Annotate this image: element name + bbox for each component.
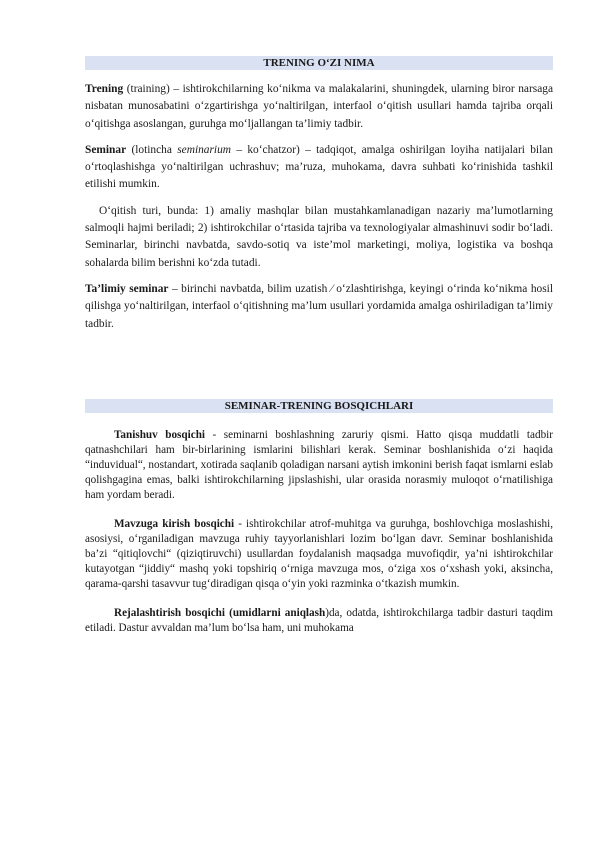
- paragraph-training-definition: [85, 81, 553, 133]
- paragraph-planning-stage: [85, 606, 553, 636]
- paragraph-text: - ishtirokchilar atrof-muhitga va guruhga, boshlovchiga moslashishi, asosiysi, o‘rganiladigan mavzuga ruhiy tayyorlanishlari lozim bo‘lgan davr. Seminar boshlanishida ba’zi “qitiqlovchi“ (qiziqtiruvchi) usullardan foydalanish maqsadga muvofiqdir, ya’ni ishtirokchilar kutayotgan “jiddiy“ mashq yoki topshiriq o‘rniga mavzuga mos, o‘ziga xos o‘xshash yoki, aksincha, qarama-qarshi tasavvur tug‘diradigan qisqa o‘yin yoki razminka o‘tkazish mumkin.: [85, 517, 553, 590]
- latin-term: seminarium: [177, 143, 232, 156]
- section-heading: TRENING O‘ZI NIMA: [85, 56, 553, 70]
- term-planning-stage: Rejalashtirish bosqichi (umidlarni aniqlash: [114, 606, 326, 619]
- paragraph-seminar-definition: [85, 142, 553, 194]
- term-introduction-stage: Tanishuv bosqichi: [114, 428, 206, 441]
- term-educational-seminar: Ta’limiy seminar: [85, 282, 169, 295]
- paragraph-text: - seminarni boshlashning zaruriy qismi. Hatto qisqa muddatli tadbir qatnashchilari ham bir-birlarining ismlarini bilishlari kerak. Seminar boshlanishida o‘zi haqida “induvidual“, nostandart, xotirada saqlanib qoladigan narsani aytish imkonini berish faqat ismlarni eslab qolishgagina emas, balki ishtirokchilarning jipslashishi, ular orasida norasmiy muloqot o‘rnatilishiga ham yordam beradi.: [85, 428, 554, 501]
- definition-text: – ko‘chatzor) – tadqiqot, amalga oshirilgan loyiha natijalari bilan o‘rtoqlashishga yo‘naltirilgan uchrashuv; ma’ruza, muhokama, davra suhbati ko‘rinishida tashkil etilishi mumkin.: [85, 143, 553, 191]
- section-heading: SEMINAR-TRENING BOSQICHLARI: [85, 399, 553, 413]
- section-seminar-stages: [85, 399, 553, 636]
- term-topic-entry-stage: Mavzuga kirish bosqichi: [114, 517, 235, 530]
- page-content: [85, 56, 553, 636]
- term-seminar: Seminar: [85, 143, 127, 156]
- paragraph-text: )da, odatda, ishtirokchilarga tadbir dasturi taqdim etiladi. Dastur avvaldan ma’lum bo‘lsa ham, uni muhokama: [85, 606, 553, 634]
- paragraph-educational-seminar: [85, 281, 553, 333]
- paragraph-text: O‘qitish turi, bunda: 1) amaliy mashqlar bilan mustahkamlanadigan nazariy ma’lumotlarning salmoqli hajmi beriladi; 2) ishtirokchilar o‘rtasida tajriba va texnologiyalar almashinuvi sodir bo‘ladi. Seminarlar, birinchi navbatda, savdo-sotiq va iste’mol marketingi, moliya, logistika va boshqa sohalarda bilim berishni ko‘zda tutadi.: [85, 204, 553, 269]
- term-training: Trening: [85, 83, 124, 95]
- definition-text: (training) – ishtirokchilarning ko‘nikma va malakalarini, shuningdek, ularning biror narsaga nisbatan munosabatini o‘zgartirishga yo‘naltirilgan, interfaol o‘qitish usullari hamda tajriba orqali o‘qitishga asoslangan, guruhga mo‘ljallangan ta’limiy tadbir.: [85, 83, 553, 130]
- paragraph-topic-entry-stage: [85, 517, 553, 592]
- paragraph-teaching-type: [85, 203, 553, 272]
- definition-prefix: (lotincha: [126, 143, 178, 156]
- paragraph-introduction-stage: [85, 428, 553, 503]
- definition-text: – birinchi navbatda, bilim uzatish ⁄ o‘zlashtirishga, keyingi o‘rinda ko‘nikma hosil qilishga yo‘naltirilgan, interfaol o‘qitishning ma’lum usullari yordamida amalga oshiriladigan ta’limiy tadbir.: [85, 282, 553, 330]
- section-what-is-training: [85, 56, 553, 333]
